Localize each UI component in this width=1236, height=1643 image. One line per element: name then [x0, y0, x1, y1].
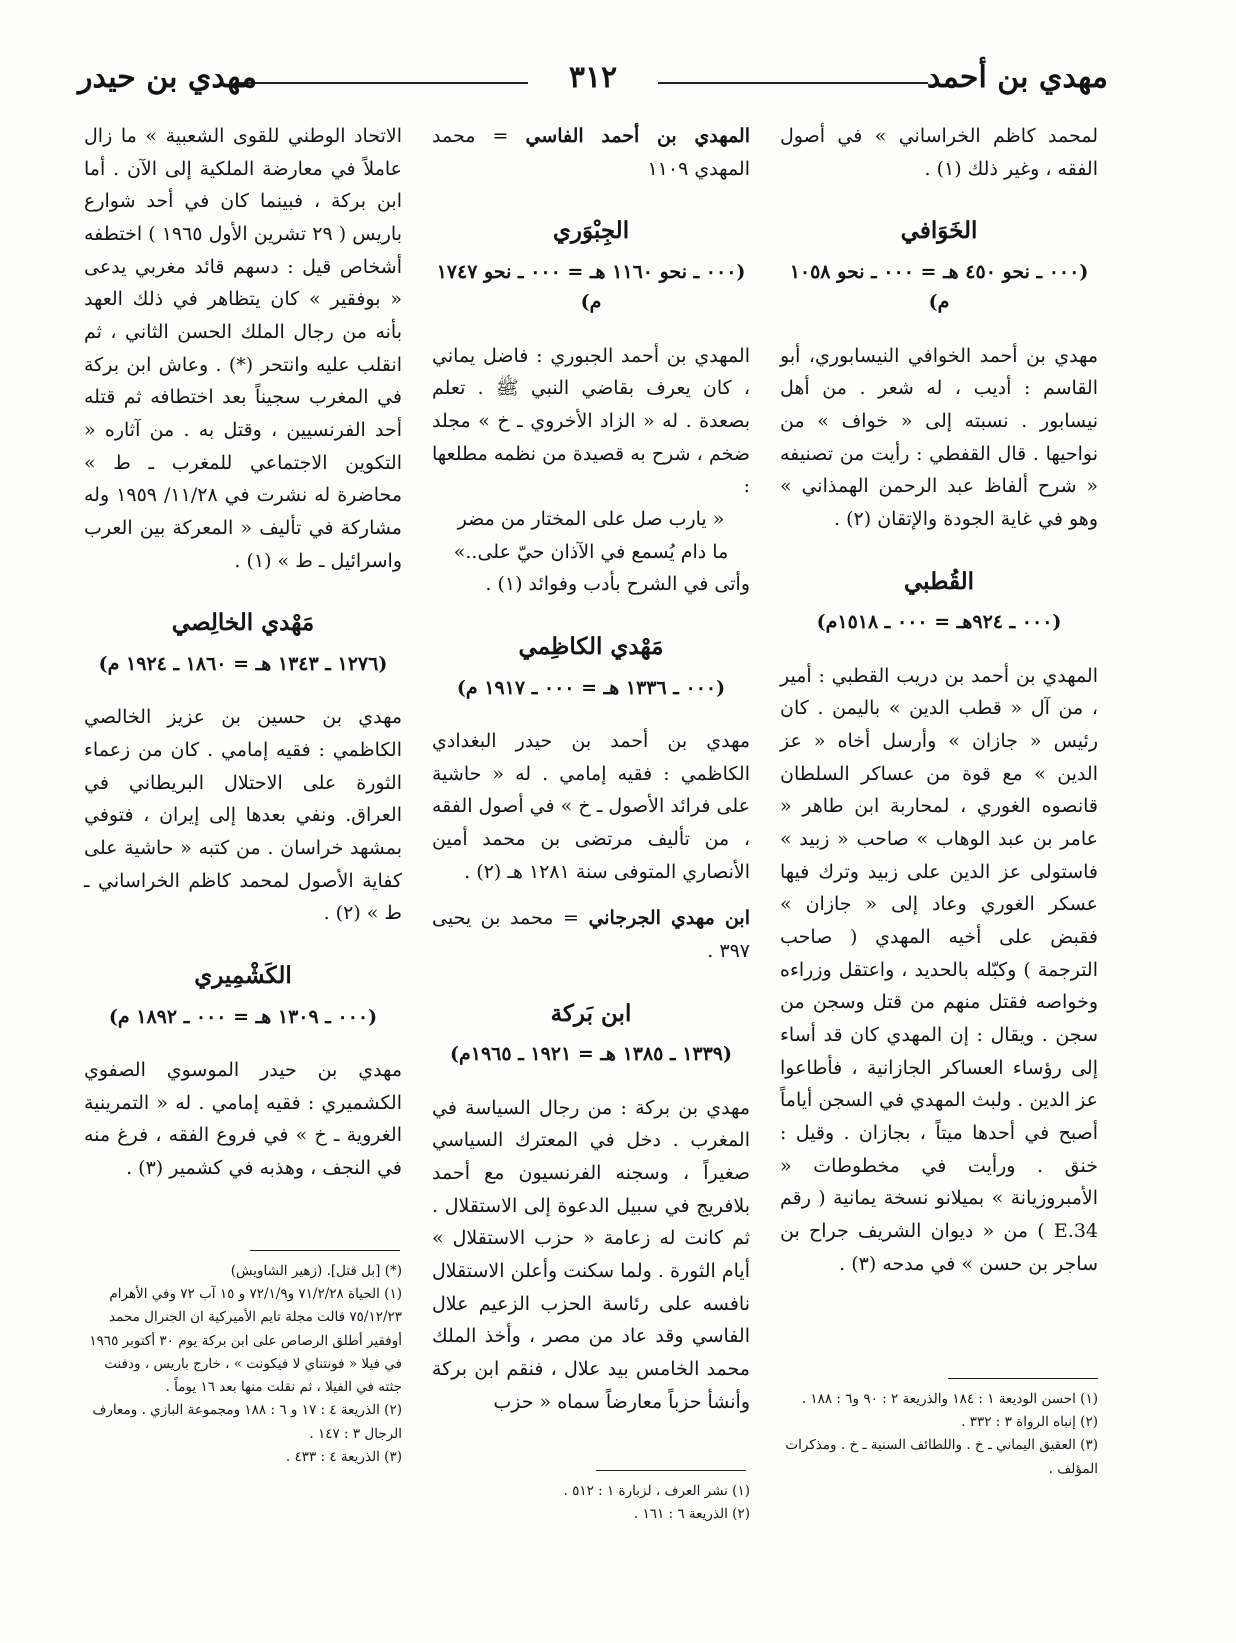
column-right — [780, 120, 1098, 1280]
footnote: (١) الحياة ٧١/٢/٢٨ و٧٢/١/٩ و ١٥ آب ٧٢ وفي الأهرام ٧٥/١٢/٢٣ قالت مجلة تايم الأميركية ان الجنرال محمد أوفقير أطلق الرصاص على ابن بركة يوم ٣٠ أكتوبر ١٩٦٥ في فيلا « فونتناي لا فيكونت » ، خارج باريس ، ودفنت جثته في الفيلا ، ثم نقلت منها بعد ١٦ يوماً . — [89, 1286, 402, 1396]
entry-body-baraka: مهدي بن بركة : من رجال السياسة في المغرب . دخل في المعترك السياسي صغيراً ، وسجنه الفرنسيون مع أحمد بلافريج في سبيل الدعوة إلى الاستقلال . ثم كانت له زعامة « حزب الاستقلال » أيام الثورة . ولما سكنت وأعلن الاستقلال نافسه على رئاسة الحزب الزعيم علال الفاسي وقد عاد من مصر ، وأخذ الملك محمد الخامس بيد علال ، فنقم ابن بركة وأنشأ حزباً معارضاً سماه « حزب — [432, 1096, 750, 1413]
cross-reference-name: ابن مهدي الجرجاني — [588, 907, 750, 930]
header-rule-left — [238, 82, 528, 84]
entry-title-jabwari: الجِبْوَري — [552, 217, 630, 245]
cross-reference-target: = محمد المهدي ١١٠٩ — [432, 125, 750, 180]
footnote: (٣) العقيق اليماني ـ خ . واللطائف السنية ـ خ . ومذكرات المؤلف . — [785, 1437, 1098, 1477]
header-rule-right — [658, 82, 928, 84]
column-left — [84, 120, 402, 1185]
entry-body-qutbi: المهدي بن أحمد بن دريب القطبي : أمير ، من آل « قطب الدين » باليمن . كان رئيس « جازان » وأرسل أخاه « عز الدين » مع قوة من عساكر السلطان قانصوه الغوري ، لمحاربة ابن طاهر « عامر بن عبد الوهاب » صاحب « زبيد » فاستولى عز الدين على زبيد وترك فيها عسكر الغوري وعاد إلى « جازان » فقبض على أخيه المهدي ( صاحب الترجمة ) وكبّله بالحديد ، واعتقل وزراءه وخواصه فقتل منهم من قتل وسجن من سجن . ويقال : إن المهدي كان قد أساء إلى رؤساء العساكر الجازانية ، فأطاعوا عز الدين . ولبث المهدي في السجن أياماً أصبح في أحدها ميتاً ، بجازان . وقيل : خنق . ورأيت في مخطوطات « الأمبروزيانة » بميلانو نسخة يمانية ( رقم E.34 ) من « ديوان الشريف جراح بن ساجر بن حسن » في مدحه (٣) . — [780, 664, 1098, 1275]
cross-reference-target: = محمد بن يحيى ٣٩٧ . — [432, 907, 750, 963]
entry-dates-jabwari: (٠٠٠ ـ نحو ١١٦٠ هـ = ٠٠٠ ـ نحو ١٧٤٧ م) — [436, 260, 746, 314]
footnotes-left — [84, 1260, 402, 1469]
footnote: (١) احسن الوديعة ١ : ١٨٤ والذريعة ٢ : ٩٠ و٦ : ١٨٨ . — [801, 1391, 1098, 1407]
entry-title-qutbi: القُطبي — [903, 567, 974, 595]
entry-dates-baraka: (١٣٣٩ ـ ١٣٨٥ هـ = ١٩٢١ ـ ١٩٦٥م) — [449, 1043, 733, 1066]
cross-reference-name: المهدي بن أحمد الفاسي — [525, 125, 751, 147]
column-middle — [432, 120, 750, 1418]
entry-body-jabwari: المهدي بن أحمد الجبوري : فاضل يماني ، كان يعرف بقاضي النبي ﷺ . تعلم بصعدة . له « الزاد الأخروي ـ خ » مجلد ضخم ، شرح به قصيدة من نظمه مطلعها : — [432, 344, 750, 498]
footnote: (١) نشر العرف ، لزبارة ١ : ٥١٢ . — [563, 1483, 750, 1499]
entry-body-khawafi: مهدي بن أحمد الخوافي النيسابوري، أبو القاسم : أديب ، له شعر . من أهل نيسابور . نسبته إلى « خواف » من نواحيها . قال القفطي : رأيت من تصنيفه « شرح ألفاظ عبد الرحمن الهمذاني » وهو في غاية الجودة والإتقان (٢) . — [780, 344, 1098, 531]
entry-body-kashmiri: مهدي بن حيدر الموسوي الصفوي الكشميري : فقيه إمامي . له « التمرينية الغروية ـ خ » في فروع الفقه ، فرغ منه في النجف ، وهذبه في كشمير (٣) . — [84, 1058, 402, 1179]
page-header — [78, 58, 1108, 104]
entry-title-khawafi: الخَوَافي — [900, 217, 978, 245]
footnote: (٢) الذريعة ٦ : ١٦١ . — [633, 1506, 750, 1523]
cross-reference-fasi — [432, 120, 750, 185]
entry-body-kazimi: مهدي بن أحمد بن حيدر البغدادي الكاظمي : فقيه إمامي . له « حاشية على فرائد الأصول ـ خ » في أصول الفقه ، من تأليف مرتضى بن محمد أمين الأنصاري المتوفى سنة ١٢٨١ هـ (٢) . — [432, 729, 750, 883]
entry-body-khalisi: مهدي بن حسين بن عزيز الخالصي الكاظمي : فقيه إمامي . كان من زعماء الثورة على الاحتلال البريطاني في العراق. ونفي بعدها إلى إيران ، فتوفي بمشهد خراسان . من كتبه « حاشية على كفاية الأصول لمحمد كاظم الخراساني ـ ط » (٢) . — [84, 706, 402, 925]
entry-title-baraka: ابن بَركة — [550, 999, 632, 1027]
footnote-rule-middle — [596, 1470, 746, 1471]
entry-dates-khawafi: (٠٠٠ ـ نحو ٤٥٠ هـ = ٠٠٠ ـ نحو ١٠٥٨ م) — [789, 260, 1089, 314]
poem-verse-1: « يارب صل على المختار من مضر — [457, 508, 725, 531]
footnote: (٢) إنباه الرواة ٣ : ٣٣٢ . — [961, 1414, 1098, 1431]
page-number: ٣١٢ — [559, 60, 627, 95]
entry-title-khalisi: مَهْدي الخالِصي — [171, 609, 315, 637]
footnote: (٢) الذريعة ٤ : ١٧ و ٦ : ١٨٨ ومجموعة البازي . ومعارف الرجال ٣ : ١٤٧ . — [92, 1402, 402, 1442]
entry-dates-qutbi: (٠٠٠ ـ ٩٢٤هـ = ٠٠٠ ـ ١٥١٨م) — [816, 611, 1062, 634]
entry-continuation: لمحمد كاظم الخراساني » في أصول الفقه ، وغير ذلك (١) . — [780, 125, 1098, 180]
footnotes-middle — [432, 1480, 750, 1526]
cross-reference-jurjani — [432, 902, 750, 967]
entry-dates-khalisi: (١٢٧٦ ـ ١٣٤٣ هـ = ١٨٦٠ ـ ١٩٢٤ م) — [98, 652, 388, 675]
footnote-rule-left — [250, 1250, 400, 1251]
entry-body-jabwari-end: وأتى في الشرح بأدب وفوائد (١) . — [485, 573, 750, 596]
running-title-right: مهدي بن أحمد — [926, 60, 1108, 95]
footnotes-right — [780, 1388, 1098, 1481]
footnote: (٣) الذريعة ٤ : ٤٣٣ . — [285, 1448, 402, 1465]
entry-title-kazimi: مَهْدي الكاظِمي — [518, 633, 664, 661]
footnote: (*) [بل قتل]. (زهير الشاويش) — [230, 1263, 402, 1279]
running-title-left: مهدي بن حيدر — [78, 60, 258, 95]
entry-dates-kazimi: (٠٠٠ ـ ١٣٣٦ هـ = ٠٠٠ ـ ١٩١٧ م) — [456, 676, 726, 699]
entry-title-kashmiri: الكَشْمِيري — [194, 962, 292, 990]
entry-continuation-baraka: الاتحاد الوطني للقوى الشعبية » ما زال عاملاً في معارضة الملكية إلى الآن . أما ابن بركة ، فبينما كان في أحد شوارع باريس ( ٢٩ تشرين الأول ١٩٦٥ ) اختطفه أشخاص قيل : دسهم قائد مغربي يدعى « بوفقير » كان يتظاهر في ذلك العهد بأنه من رجال الملك الحسن الثاني ، ثم انقلب عليه وانتحر (*) . وعاش ابن بركة في المغرب سجيناً بعد اختطافه ثم قتله أحد الفرنسيين ، وقتل به . من آثاره « التكوين الاجتماعي للمغرب ـ ط » محاضرة له نشرت في ١١/٢٨/ ١٩٥٩ وله مشاركة في تأليف « المعركة بين العرب واسرائيل ـ ط » (١) . — [84, 125, 403, 572]
entry-dates-kashmiri: (٠٠٠ ـ ١٣٠٩ هـ = ٠٠٠ ـ ١٨٩٢ م) — [108, 1005, 378, 1028]
footnote-rule-right — [948, 1378, 1098, 1379]
poem-verse-2: ما دام يُسمع في الآذان حيّ على..» — [453, 540, 729, 563]
